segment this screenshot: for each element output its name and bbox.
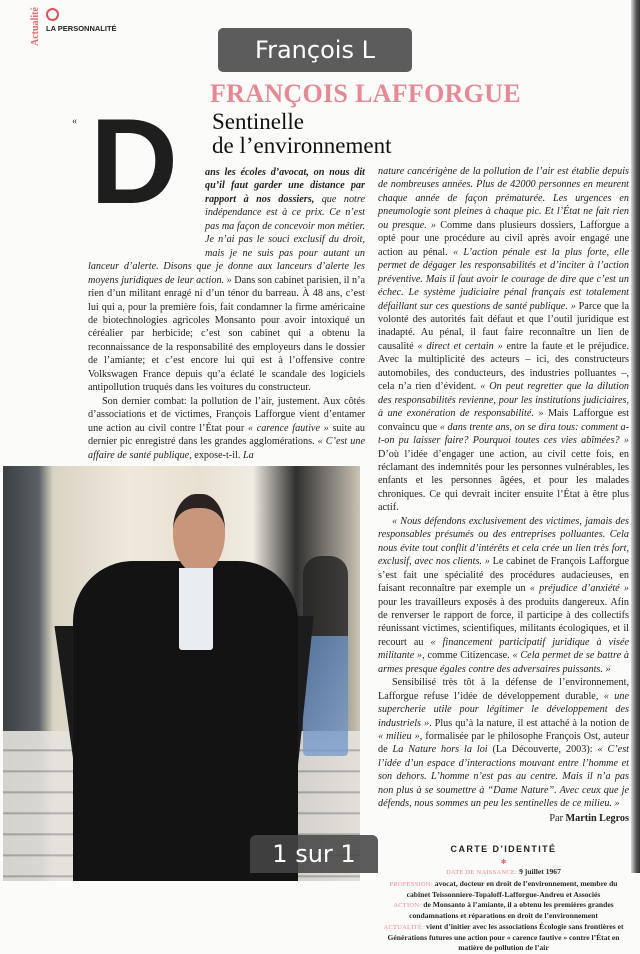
carte-label: DATE DE NAISSANCE: xyxy=(446,869,518,877)
text-segment: Le cabinet de François Lafforgue s’est fait une spécialité des procédures audacieuses, en faisant reconnaître par exemple un xyxy=(378,556,629,595)
text-segment: « On peut regretter que la dilution des responsabilités revienne, pour les institutions judiciaires, à une exonération de responsabilité. » xyxy=(378,381,630,420)
text-segment: « milieu » xyxy=(378,731,420,743)
page-indicator: 1 sur 1 xyxy=(250,835,378,873)
paragraph xyxy=(378,676,629,811)
text-segment: . Plus qu’à la nature, il est attaché à la notion de xyxy=(429,717,629,729)
paragraph xyxy=(88,395,365,462)
text-segment: « C’est l’idée d’un espace d’interactions mouvant entre l’homme et son dehors. L’homme n’est pas au centre. Mais il n’a pas non plus à se soumettre à “Dame Nature”. Avec ceux que je défends, nous sommes un peu les sentinelles de ce milieu. » xyxy=(378,744,630,810)
text-segment: « L’action pénale est la plus forte, elle permet de dégager les responsabilités et d’inciter à l’action préventive. Mais il faut avoir le courage de dire que c’est un échec. Le système judiciaire pénal français est totalement défaillant sur ces questions de santé publique. » xyxy=(378,246,629,312)
carte-value: 9 juillet 1967 xyxy=(517,867,561,877)
byline xyxy=(378,812,629,825)
text-segment: Disons que je donne aux lanceurs d’alerte les moyens juridiques de leur action. » xyxy=(88,261,365,286)
text-segment: La Nature hors la loi xyxy=(392,744,488,756)
byline-author: Martin Legros xyxy=(565,812,629,824)
carte-details xyxy=(380,867,627,953)
photo-rabat xyxy=(179,568,213,650)
text-segment: suite au dernier pic enregistré dans les grandes agglomérations. xyxy=(88,422,365,448)
star-icon: ✱ xyxy=(500,858,507,867)
text-segment: « Nous défendons exclusivement des victimes, jamais des responsables présumés ou des entreprises polluantes. Cela nous évite tout conflit d’intérêts et cela crée un lien très fort, exclusif, avec nos clients. » xyxy=(378,515,629,568)
text-segment: « carence fautive » xyxy=(247,422,329,434)
title-line-2: de l’environnement xyxy=(212,133,392,158)
text-segment: expose-t-il. xyxy=(191,449,243,461)
rubric-category: Actualité xyxy=(30,7,41,46)
left-column xyxy=(88,166,365,462)
text-segment: Son dernier combat: la pollution de l’air, justement. Aux côtés d’associations et de victimes, François Lafforgue vient d’entamer une action au civil contre l’État pour xyxy=(88,395,365,434)
carte-value: de Monsanto à l’amiante, il a obtenu les premières grandes condamnations et réparations en droit de l’environnement xyxy=(409,900,614,921)
text-segment: « dans trente ans, on se dira tous: comment a-t-on pu laisser faire? Pourquoi toutes ces vies abîmées? » xyxy=(378,421,629,447)
text-segment: entre la faute et le préjudice. Avec la multiplicité des acteurs – ici, des constructeurs automobiles, des conducteurs, des industries polluantes –, cela n’a rien d’évident. xyxy=(378,340,630,393)
carte-value: vient d’initier avec les associations Écologie sans frontières et Générations futures une action pour « carence fautive » contre l’État en matière de pollution de l’air xyxy=(387,921,624,953)
text-segment: , formalisée par le philosophe François Ost, auteur de xyxy=(378,731,629,756)
text-segment: « direct et certain » xyxy=(417,340,503,352)
text-segment: que notre indépendance est à ce prix. Ce n’est pas ma façon de concevoir mon métier. Je n’ai pas le souci exclusif du droit, mais je ne suis pas pour autant un lanceur d’alerte. xyxy=(88,193,365,273)
right-column xyxy=(378,165,629,811)
drop-cap-space xyxy=(88,166,205,247)
photo-head xyxy=(173,494,225,574)
carte-item xyxy=(380,922,627,954)
carte-heading: CARTE D’IDENTITÉ xyxy=(450,844,557,855)
right-column-wrap xyxy=(378,165,629,954)
title-line-1: Sentinelle xyxy=(212,109,304,134)
viewer-title-overlay: François L xyxy=(218,28,412,72)
text-segment: La xyxy=(242,449,254,461)
text-segment: Dans son cabinet parisien, il n’a rien d’un militant enragé ni d’un ténor du barreau. À 48 ans, c’est lui qui a, pour la première fois, fait condamner la firme américaine de biotechnologies agricoles Monsanto pour avoir intoxiqué un céréalier par herbicide; c’est son cabinet qui a obtenu la reconnaissance de la responsabilité des employeurs dans le dossier de l’amiante; et c’est encore lui qui est à l’offensive contre Volkswagen France depuis qu’a éclaté le scandale des logiciels antipollution truqués dans les voitures du constructeur. xyxy=(88,274,366,394)
text-segment: « préjudice d’anxiété » xyxy=(529,583,630,595)
text-segment: (La Découverte, 2003): xyxy=(487,744,598,756)
carte-item xyxy=(380,900,627,922)
text-segment: D’où l’idée d’engager une action, au civil cette fois, en réclamant des indemnités pour les personnes vulnérables, les enfants et les personnes âgées, et pour les malades chroniques. Ce qui devrait inciter ensuite l’État à être plus actif. xyxy=(378,448,629,514)
text-segment: nature cancérigène de la pollution de l’air est établie depuis de nombreuses années. Plus de 42000 personnes en meurent chaque année de façon prématurée. Les urgences en pneumologie sont pleines à chaque pic. Et l’État ne fait rien ou presque. » xyxy=(378,166,629,231)
portrait-photo xyxy=(3,466,360,881)
drop-cap: D xyxy=(90,93,179,229)
photo-bystander xyxy=(303,556,348,756)
section-rubric xyxy=(30,4,140,50)
text-segment: , comme Citizencase. xyxy=(422,650,513,662)
text-segment: « financement participatif juridique à visée militante » xyxy=(378,636,629,662)
page-edge-shadow xyxy=(631,0,640,873)
carte-value: avocat, docteur en droit de l’environnement, membre du cabinet Teissonniere-Topaloff-Lafforgue-Andreu et Associés xyxy=(406,878,618,899)
open-quote: « xyxy=(72,116,77,127)
person-name: FRANÇOIS LAFFORGUE xyxy=(210,79,521,108)
text-segment: ans les écoles d’avocat, on nous dit qu’il faut garder une distance par rapport à nos dossiers, xyxy=(205,167,365,205)
text-segment: « Cela permet de se battre à armes presque égales contre des adversaires puissants. » xyxy=(378,650,629,675)
article-title xyxy=(212,110,391,158)
text-segment: Mais Lafforgue est convaincu que xyxy=(378,408,629,433)
text-segment: Parce que la volonté des autorités fait défaut et que l’outil juridique est inadapté. Au pénal, il faut faire reconnaître un lien de causalité xyxy=(378,300,629,352)
target-logo-icon xyxy=(46,8,59,21)
byline-prefix: Par xyxy=(549,812,563,824)
text-segment: pour les travailleurs exposés à des produits dangereux. Afin de renverser le rapport de force, il participe à des collectifs réunissant victimes, scientifiques, militants écologiques, et il recourt au xyxy=(378,596,629,648)
carte-label: ACTUALITÉ: xyxy=(383,923,425,931)
rubric-section: LA PERSONNALITÉ xyxy=(46,24,117,33)
paragraph xyxy=(378,515,629,676)
left-column-wrap xyxy=(3,166,365,881)
text-segment: « C’est une affaire de santé publique, xyxy=(88,436,365,461)
carte-label: ACTION: xyxy=(393,902,422,910)
text-segment: « une supercherie utile pour légitimer le développement des industriels » xyxy=(378,690,629,729)
paragraph xyxy=(378,165,629,515)
text-segment: Sensibilisé très tôt à la défense de l’environnement, Lafforgue refuse l’idée de développement durable, xyxy=(378,677,629,702)
text-segment: Comme dans plusieurs dossiers, Lafforgue a opté pour une procédure au civil après avoir engagé une action au pénal. xyxy=(378,219,629,258)
carte-item xyxy=(380,879,627,901)
carte-label: PROFESSION: xyxy=(389,880,433,888)
